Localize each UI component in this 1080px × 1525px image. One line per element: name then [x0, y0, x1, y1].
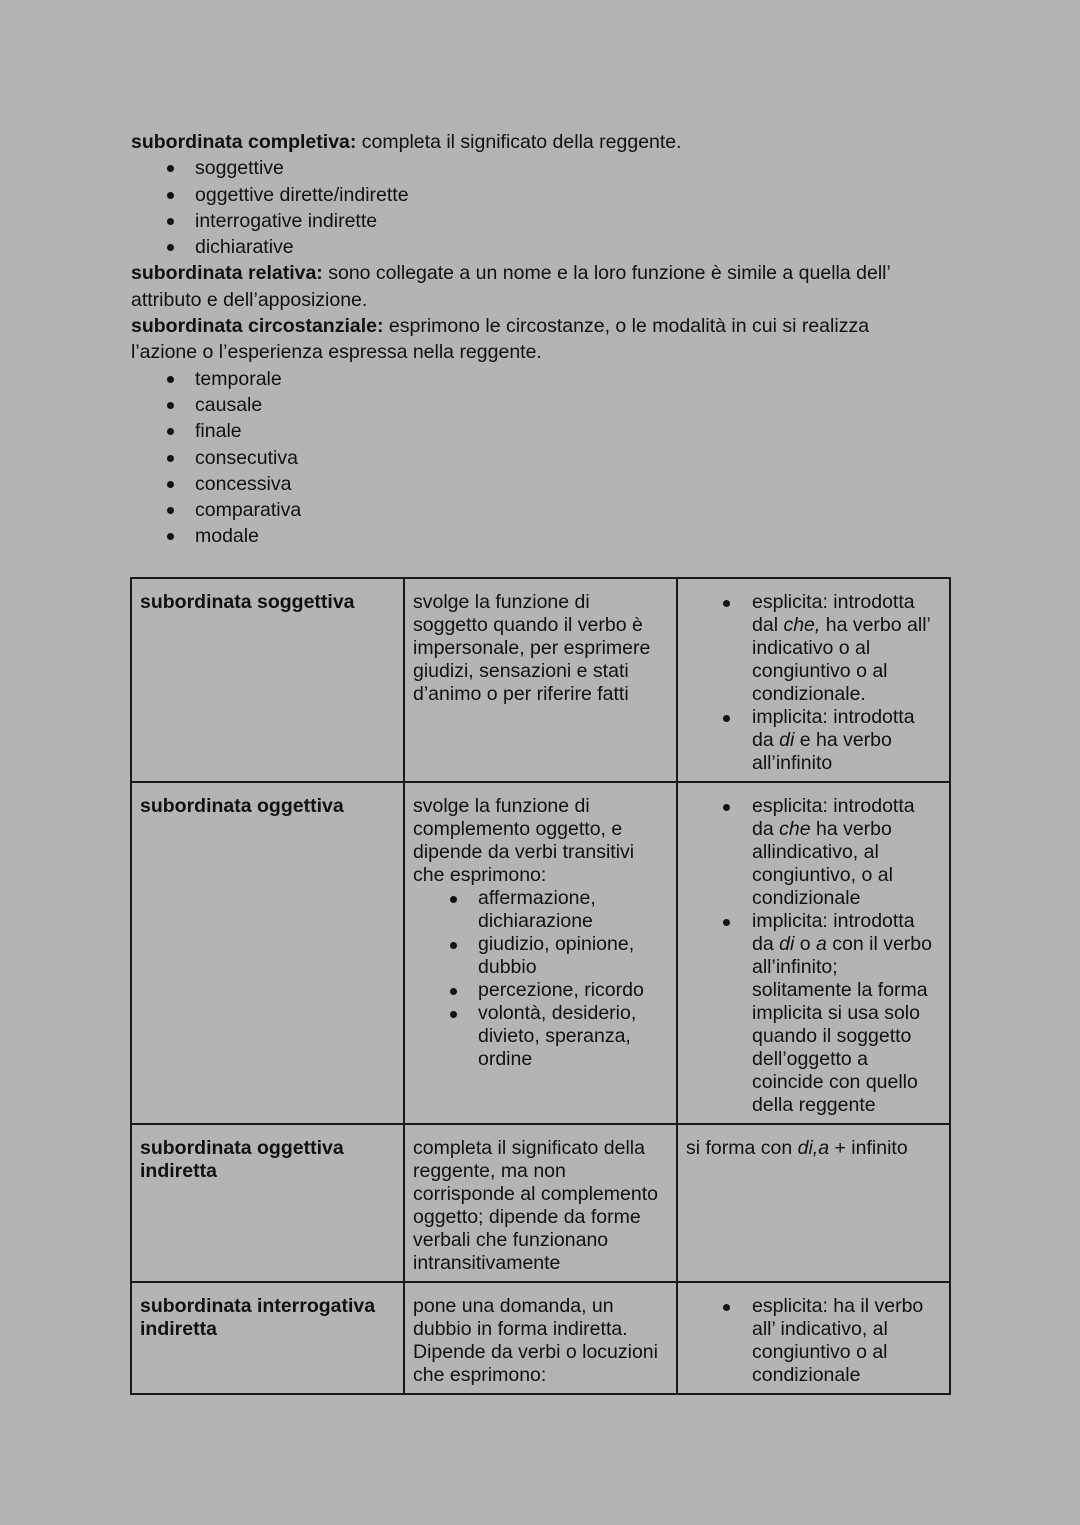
completiva-term: subordinata completiva:	[131, 131, 357, 153]
completiva-list	[131, 155, 961, 260]
row-desc-cell	[404, 782, 677, 1124]
table-row	[131, 782, 950, 1124]
list-item: concessiva	[131, 471, 961, 497]
list-item: interrogative indirette	[131, 208, 961, 234]
row-desc-cell: svolge la funzione di soggetto quando il verbo è impersonale, per esprimere giudizi, sensazioni e stati d’animo o per riferire fatti	[404, 578, 677, 782]
row-name-cell: subordinata oggettiva indiretta	[131, 1124, 404, 1282]
circostanziale-def-2: l’azione o l’esperienza espressa nella reggente.	[131, 341, 542, 364]
forms-list	[686, 1295, 941, 1387]
forms-list	[686, 795, 941, 1117]
list-item: esplicita: introdotta da che ha verbo allindicativo, al congiuntivo, o al condizionale	[686, 795, 941, 910]
subordinate-table	[130, 577, 951, 1395]
list-item: giudizio, opinione, dubbio	[413, 933, 668, 979]
row-desc-cell: pone una domanda, un dubbio in forma indiretta. Dipende da verbi o locuzioni che esprimono:	[404, 1282, 677, 1394]
row-desc-text: svolge la funzione di complemento oggetto, e dipende da verbi transitivi che esprimono:	[413, 795, 635, 886]
circostanziale-def-1: esprimono le circostanze, o le modalità in cui si realizza	[383, 315, 870, 338]
list-item: dichiarative	[131, 234, 961, 260]
list-item: percezione, ricordo	[413, 979, 668, 1002]
list-item: implicita: introdotta da di o a con il verbo all’infinito; solitamente la forma implicita si usa solo quando il soggetto dell’oggetto a coincide con quello della reggente	[686, 910, 941, 1117]
row-name-cell: subordinata oggettiva	[131, 782, 404, 1124]
completiva-paragraph	[131, 129, 961, 155]
row-desc-cell: completa il significato della reggente, ma non corrisponde al complemento oggetto; dipende da forme verbali che funzionano intransitivamente	[404, 1124, 677, 1282]
list-item: consecutiva	[131, 445, 961, 471]
circostanziale-list	[131, 366, 961, 550]
forms-list	[686, 591, 941, 775]
row-name-cell: subordinata interrogativa indiretta	[131, 1282, 404, 1394]
relativa-def-2: attributo e dell’apposizione.	[131, 288, 368, 311]
intro-section	[131, 129, 961, 550]
row-forms-cell: si forma con di,a + infinito	[677, 1124, 950, 1282]
table-row	[131, 578, 950, 782]
relativa-def-1: sono collegate a un nome e la loro funzione è simile a quella dell’	[322, 262, 891, 285]
completiva-def: completa il significato della reggente.	[356, 131, 682, 153]
circostanziale-term: subordinata circostanziale:	[131, 315, 384, 338]
list-item: esplicita: ha il verbo all’ indicativo, al congiuntivo o al condizionale	[686, 1295, 941, 1387]
list-item: causale	[131, 392, 961, 418]
row-name-cell: subordinata soggettiva	[131, 578, 404, 782]
relativa-paragraph	[131, 260, 961, 313]
list-item: temporale	[131, 366, 961, 392]
list-item: comparativa	[131, 497, 961, 523]
relativa-term: subordinata relativa:	[131, 262, 323, 285]
list-item: modale	[131, 523, 961, 549]
list-item: esplicita: introdotta dal che, ha verbo all’ indicativo o al congiuntivo o al condizionale.	[686, 591, 941, 706]
list-item: volontà, desiderio, divieto, speranza, ordine	[413, 1002, 668, 1071]
list-item: soggettive	[131, 155, 961, 181]
row-forms-cell	[677, 1282, 950, 1394]
verb-types-list	[413, 887, 668, 1071]
list-item: finale	[131, 418, 961, 444]
table-row	[131, 1124, 950, 1282]
row-forms-cell	[677, 578, 950, 782]
circostanziale-paragraph	[131, 313, 961, 366]
list-item: affermazione, dichiarazione	[413, 887, 668, 933]
list-item: implicita: introdotta da di e ha verbo all’infinito	[686, 706, 941, 775]
list-item: oggettive dirette/indirette	[131, 182, 961, 208]
table-row	[131, 1282, 950, 1394]
row-forms-cell	[677, 782, 950, 1124]
